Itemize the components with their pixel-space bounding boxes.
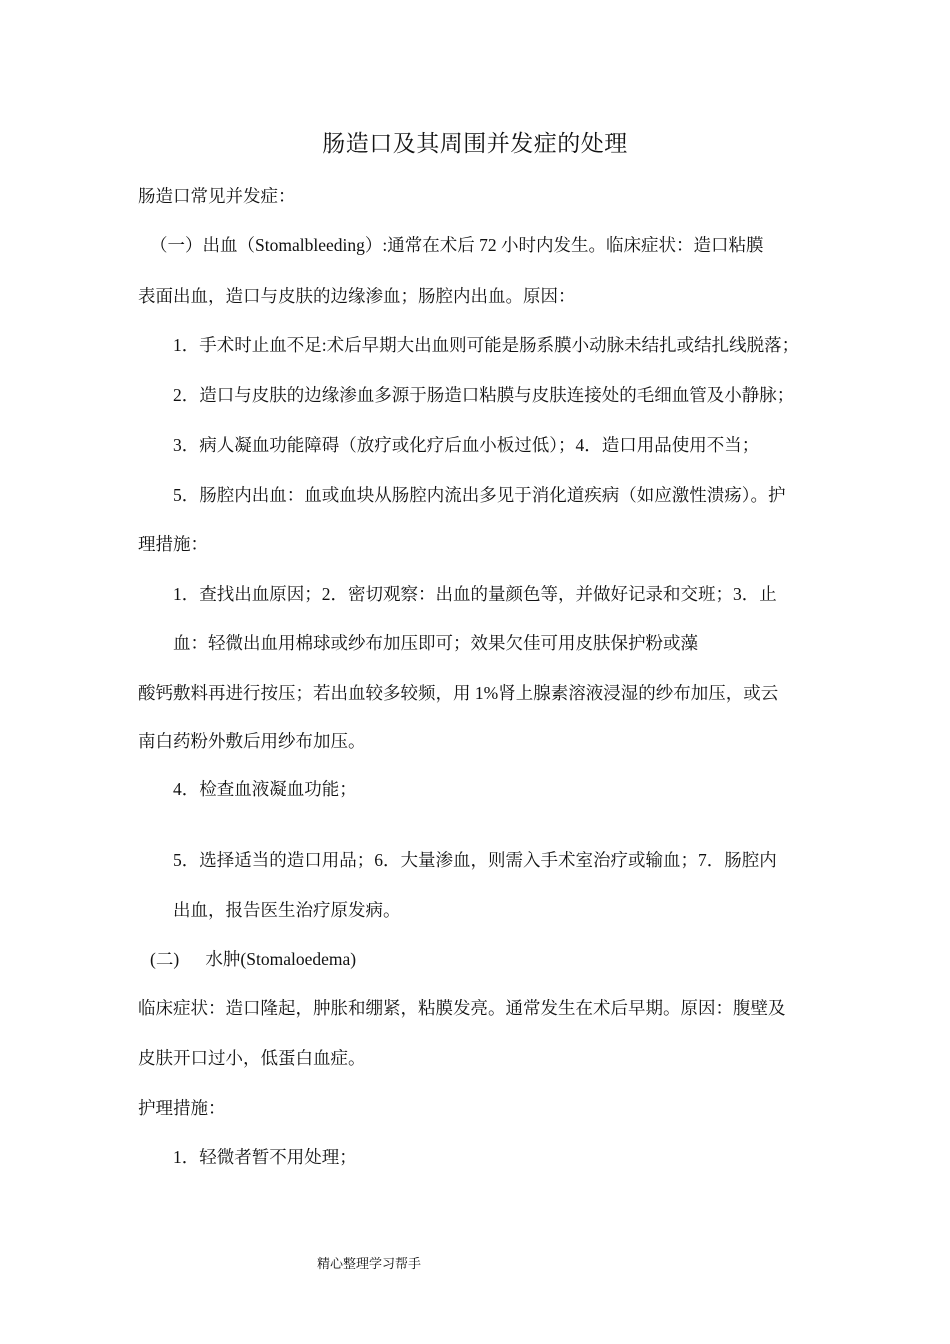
paragraph-line: 1．轻微者暂不用处理； <box>173 1147 357 1167</box>
paragraph-line: 4．检查血液凝血功能； <box>173 779 357 799</box>
paragraph-line: 2．造口与皮肤的边缘渗血多源于肠造口粘膜与皮肤连接处的毛细血管及小静脉； <box>173 385 795 405</box>
paragraph-line: 5．肠腔内出血：血或血块从肠腔内流出多见于消化道疾病（如应激性溃疡）。护 <box>173 485 786 505</box>
paragraph-line: 5．选择适当的造口用品；6．大量渗血，则需入手术室治疗或输血；7．肠腔内 <box>173 850 777 870</box>
paragraph-line: 肠造口常见并发症： <box>138 186 296 206</box>
paragraph-line: 临床症状：造口隆起，肿胀和绷紧，粘膜发亮。通常发生在术后早期。原因：腹壁及 <box>138 998 786 1018</box>
document-title: 肠造口及其周围并发症的处理 <box>322 131 628 156</box>
paragraph-line: 出血，报告医生治疗原发病。 <box>173 900 401 920</box>
section-heading: (二) 水肿(Stomaloedema) <box>150 949 357 969</box>
paragraph-line: （一）出血（Stomalbleeding）:通常在术后 72 小时内发生。临床症状：造口粘膜 <box>150 235 764 255</box>
paragraph-line: 3．病人凝血功能障碍（放疗或化疗后血小板过低）；4．造口用品使用不当； <box>173 435 760 455</box>
paragraph-line: 理措施： <box>138 534 208 554</box>
paragraph-line: 南白药粉外敷后用纱布加压。 <box>138 731 366 751</box>
paragraph-line: 酸钙敷料再进行按压；若出血较多较频，用 1%肾上腺素溶液浸湿的纱布加压，或云 <box>138 683 779 703</box>
paragraph-line: 皮肤开口过小，低蛋白血症。 <box>138 1048 366 1068</box>
paragraph-line: 血：轻微出血用棉球或纱布加压即可；效果欠佳可用皮肤保护粉或藻 <box>173 633 698 653</box>
paragraph-line: 护理措施： <box>138 1098 226 1118</box>
paragraph-line: 1．手术时止血不足:术后早期大出血则可能是肠系膜小动脉未结扎或结扎线脱落； <box>173 335 800 355</box>
paragraph-line: 1．查找出血原因；2．密切观察：出血的量颜色等，并做好记录和交班；3．止 <box>173 584 777 604</box>
page-footer: 精心整理学习帮手 <box>317 1256 422 1271</box>
paragraph-line: 表面出血，造口与皮肤的边缘渗血；肠腔内出血。原因： <box>138 286 576 306</box>
